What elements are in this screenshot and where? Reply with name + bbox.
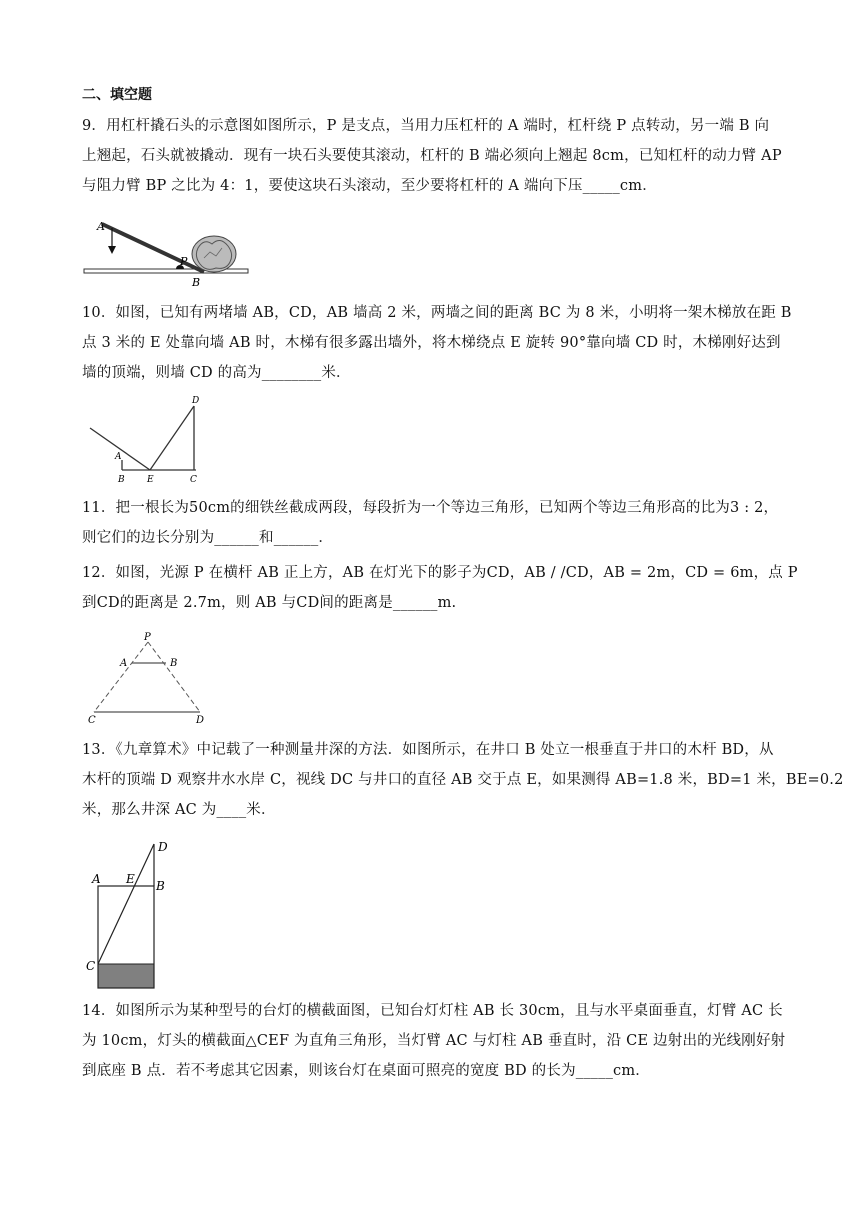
label-D: D: [158, 840, 168, 854]
water: [98, 964, 154, 988]
problem-line: 11．把一根长为50cm的细铁丝截成两段，每段折为一个等边三角形，已知两个等边三角形高的比为3 : 2，: [82, 500, 779, 516]
light-shadow-figure: [82, 630, 212, 724]
problem-line: 14．如图所示为某种型号的台灯的横截面图，已知台灯灯柱 AB 长 30cm，且与水平桌面垂直，灯臂 AC 长: [82, 1003, 783, 1019]
label-B: B: [156, 879, 165, 893]
problem-line: 13．《九章算术》中记载了一种测量井深的方法．如图所示，在井口 B 处立一根垂直于井口的木杆 BD，从: [82, 742, 774, 758]
rock: [192, 236, 236, 272]
problem-14-text: [82, 996, 786, 1086]
ray-PD: [148, 642, 200, 712]
arrow-head-icon: [108, 246, 116, 254]
ladder-left: [90, 428, 150, 470]
label-A: A: [92, 872, 101, 886]
walls-ladder-figure: [84, 392, 214, 484]
problem-line: 则它们的边长分别为______和______．: [82, 530, 334, 546]
label-C: C: [88, 715, 96, 724]
sightline-DC: [98, 844, 154, 964]
problem-line: 上翘起，石头就被撬动．现有一块石头要使其滚动，杠杆的 B 端必须向上翘起 8cm，已知杠杆的动力臂 AP: [82, 148, 782, 164]
label-E: E: [147, 475, 154, 484]
problem-11-text: [82, 493, 782, 553]
section-title: 二、填空题: [82, 87, 152, 103]
problem-line: 为 10cm，灯头的横截面△CEF 为直角三角形，当灯臂 AC 与灯柱 AB 垂直时，沿 CE 边射出的光线刚好射: [82, 1033, 786, 1049]
problem-line: 到底座 B 点．若不考虑其它因素，则该台灯在桌面可照亮的宽度 BD 的长为_____cm．: [82, 1063, 650, 1079]
problem-line: 与阻力臂 BP 之比为 4：1，要使这块石头滚动，至少要将杠杆的 A 端向下压_____cm．: [82, 178, 657, 194]
problem-line: 9．用杠杆撬石头的示意图如图所示，P 是支点，当用力压杠杆的 A 端时，杠杆绕 P 点转动，另一端 B 向: [82, 118, 770, 134]
label-P: P: [180, 255, 188, 268]
problem-line: 到CD的距离是 2.7m，则 AB 与CD间的距离是______m.: [82, 595, 457, 611]
lever-figure: [82, 218, 252, 290]
ray-PC: [94, 642, 148, 712]
well-figure: [84, 838, 180, 998]
problem-12-text: [82, 558, 798, 618]
ladder-right: [150, 406, 194, 470]
label-P: P: [144, 632, 151, 643]
problem-line: 墙的顶端，则墙 CD 的高为________米．: [82, 365, 351, 381]
problem-9-text: [82, 111, 782, 201]
label-B: B: [192, 276, 201, 289]
lever-bar: [102, 224, 204, 272]
label-A: A: [97, 220, 105, 233]
label-C: C: [190, 475, 197, 484]
label-A: A: [120, 658, 128, 669]
problem-13-text: [82, 735, 844, 825]
label-A: A: [115, 452, 122, 462]
label-B: B: [118, 475, 125, 484]
problem-line: 米，那么井深 AC 为____米．: [82, 802, 276, 818]
problem-10-text: [82, 298, 792, 388]
problem-line: 木杆的顶端 D 观察井水水岸 C，视线 DC 与井口的直径 AB 交于点 E，如果测得 AB=1.8 米，BD=1 米，BE=0.2: [82, 772, 844, 788]
label-E: E: [126, 872, 135, 886]
label-D: D: [196, 715, 205, 724]
label-C: C: [86, 959, 96, 973]
problem-line: 10．如图，已知有两堵墙 AB，CD，AB 墙高 2 米，两墙之间的距离 BC 为 8 米，小明将一架木梯放在距 B: [82, 305, 792, 321]
problem-line: 12．如图，光源 P 在横杆 AB 正上方，AB 在灯光下的影子为CD，AB / /CD，AB = 2m，CD = 6m，点 P: [82, 565, 798, 581]
label-B: B: [170, 658, 178, 669]
problem-line: 点 3 米的 E 处靠向墙 AB 时，木梯有很多露出墙外，将木梯绕点 E 旋转 90°靠向墙 CD 时，木梯刚好达到: [82, 335, 781, 351]
label-D: D: [192, 396, 200, 406]
